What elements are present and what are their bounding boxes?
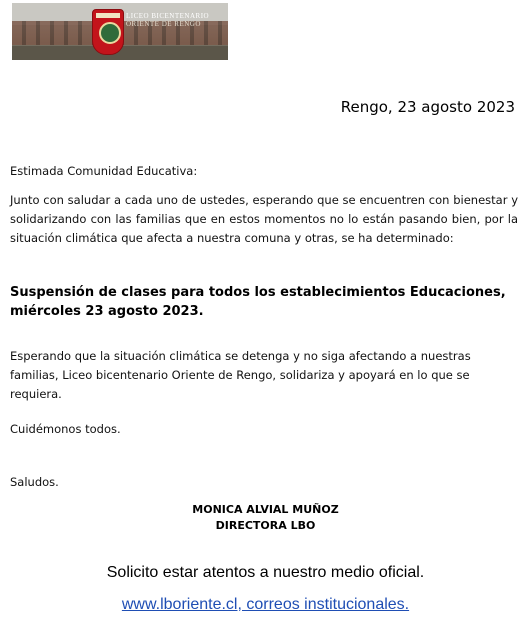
sign-off: Saludos. — [10, 475, 59, 489]
crest-seal — [99, 22, 121, 44]
signer-title: DIRECTORA LBO — [215, 519, 316, 532]
wordmark-line2: ORIENTE DE RENGO — [126, 20, 201, 28]
body-paragraph-1: Junto con saludar a cada uno de ustedes, esperando que se encuentren con bienestar y solidarizando con las familias que en estos momentos no lo están pasando bien, por la situación climática que afecta a nuestra comuna y otras, se ha determinado: — [10, 193, 518, 245]
signer-name: MONICA ALVIAL MUÑOZ — [192, 503, 339, 516]
school-crest-icon — [92, 9, 124, 55]
suspension-announcement: Suspensión de clases para todos los establecimientos Educaciones, miércoles 23 agosto 2023. — [10, 285, 506, 319]
body-paragraph-2: Esperando que la situación climática se detenga y no siga afectando a nuestras familias, Liceo bicentenario Oriente de Rengo, solidariza y apoyará en lo que se requiera. — [10, 349, 471, 401]
official-website-link[interactable]: www.lboriente.cl, correos institucionales. — [121, 596, 410, 613]
school-wordmark — [126, 12, 222, 28]
salutation: Estimada Comunidad Educativa: — [10, 164, 198, 178]
official-channel-notice: Solicito estar atentos a nuestro medio oficial. — [106, 564, 425, 581]
letter-date: Rengo, 23 agosto 2023 — [340, 98, 515, 116]
header-banner-image — [12, 3, 228, 60]
closing-line: Cuidémonos todos. — [10, 422, 121, 436]
wordmark-line1: LICEO BICENTENARIO — [126, 12, 210, 20]
crest-band — [96, 13, 120, 18]
